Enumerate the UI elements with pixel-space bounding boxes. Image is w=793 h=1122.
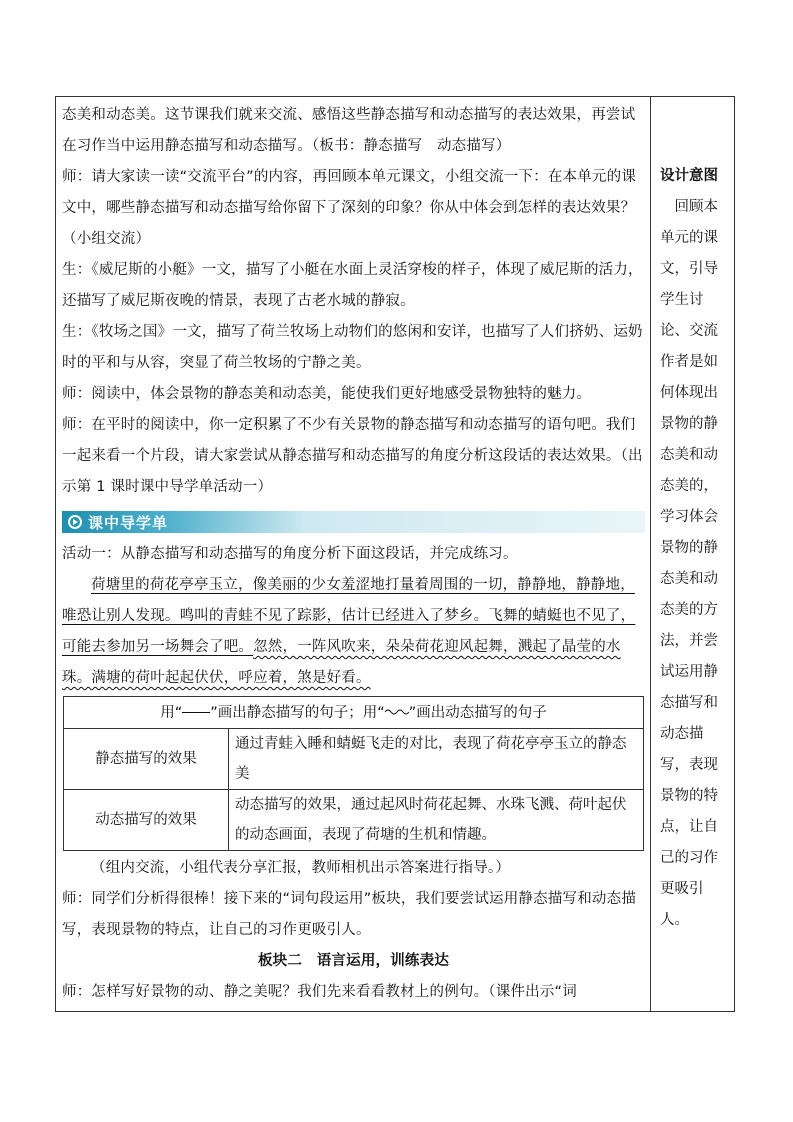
paragraph: 师：同学们分析得很棒！接下来的“词句段运用”板块，我们要尝试运用静态描写和动态描写，表现景物的特点，让自己的习作更吸引人。: [62, 891, 637, 938]
paragraph: 生：《牧场之国》一文，描写了荷兰牧场上动物们的悠闲和安详，也描写了人们挤奶、运奶时的平和与从容，突显了荷兰牧场的宁静之美。: [62, 324, 643, 371]
paragraph: 态美和动态美。这节课我们就来交流、感悟这些静态描写和动态描写的表达效果，再尝试在习作当中运用静态描写和动态描写。（板书：静态描写 动态描写）: [62, 107, 636, 154]
guide-sheet-banner: [62, 511, 645, 533]
dynamic-effect-label: 动态描写的效果: [64, 790, 229, 851]
sample-passage: [62, 570, 645, 694]
column-divider: [650, 97, 651, 1011]
teaching-process-column: [62, 100, 645, 1008]
paragraph: 师：请大家读一读“交流平台”的内容，再回顾本单元课文，小组交流一下：在本单元的课文中，哪些静态描写和动态描写给你留下了深刻的印象？你从中体会到怎样的表达效果？（小组交流）: [62, 169, 637, 247]
dynamic-sentences: 忽然，一阵风吹来，朵朵荷花迎风起舞，溅起了晶莹的水珠。满塘的荷叶起起伏伏，呼应着，煞是好看。: [62, 639, 621, 686]
paragraph: （组内交流，小组代表分享汇报，教师相机出示答案进行指导。）: [91, 860, 511, 876]
static-sentences: 荷塘里的荷花亭亭玉立，像美丽的少女羞涩地打量着周围的一切，静静地，静静地，唯恐让别人发现。鸣叫的青蛙不见了踪影，估计已经进入了梦乡。飞舞的蜻蜓也不见了，可能去参加另一场舞会了吧。: [62, 577, 636, 655]
dynamic-effect-answer: 动态描写的效果，通过起风时荷花起舞、水珠飞溅、荷叶起伏的动态画面，表现了荷塘的生机和情趣。: [229, 790, 644, 851]
exercise-instruction-cell: 用“ ”画出静态描写的句子；用“ ”画出动态描写的句子: [64, 697, 644, 729]
lesson-plan-table: [55, 96, 735, 1012]
wavy-line-mark: [385, 697, 409, 727]
paragraph: 师：怎样写好景物的动、静之美呢？我们先来看看教材上的例句。（课件出示“词: [62, 984, 577, 1000]
paragraph: 生：《威尼斯的小艇》一文，描写了小艇在水面上灵活穿梭的样子，体现了威尼斯的活力，还描写了威尼斯夜晚的情景，表现了古老水城的静寂。: [62, 262, 643, 309]
design-intent-text: 回顾本单元的课文，引导学生讨论、交流作者是如何体现出景物的静态美和动态美的，学习体会景物的静态美和动态美的方法，并尝试运用静态描写和动态描写，表现景物的特点，让自己的习作更吸引人。: [660, 199, 718, 928]
straight-line-mark: [182, 711, 210, 713]
design-intent-title: 设计意图: [660, 168, 718, 184]
activity-instruction: 活动一：从静态描写和动态描写的角度分析下面这段话，并完成练习。: [62, 546, 518, 562]
banner-label: 课中导学单: [88, 513, 169, 532]
play-circle-icon: [68, 515, 82, 529]
exercise-table: [63, 696, 644, 851]
static-effect-label: 静态描写的效果: [64, 729, 229, 790]
paragraph: 师：阅读中，体会景物的静态美和动态美，能使我们更好地感受景物独特的魅力。: [62, 386, 592, 402]
design-intent-column: [656, 97, 728, 936]
static-effect-answer: 通过青蛙入睡和蜻蜓飞走的对比，表现了荷花亭亭玉立的静态美: [229, 729, 644, 790]
paragraph: 师：在平时的阅读中，你一定积累了不少有关景物的静态描写和动态描写的语句吧。我们一起来看一个片段，请大家尝试从静态描写和动态描写的角度分析这段话的表达效果。（出示第 1 课时课中导学单活动一）: [62, 417, 643, 495]
section-title: 板块二 语言运用，训练表达: [257, 953, 450, 969]
